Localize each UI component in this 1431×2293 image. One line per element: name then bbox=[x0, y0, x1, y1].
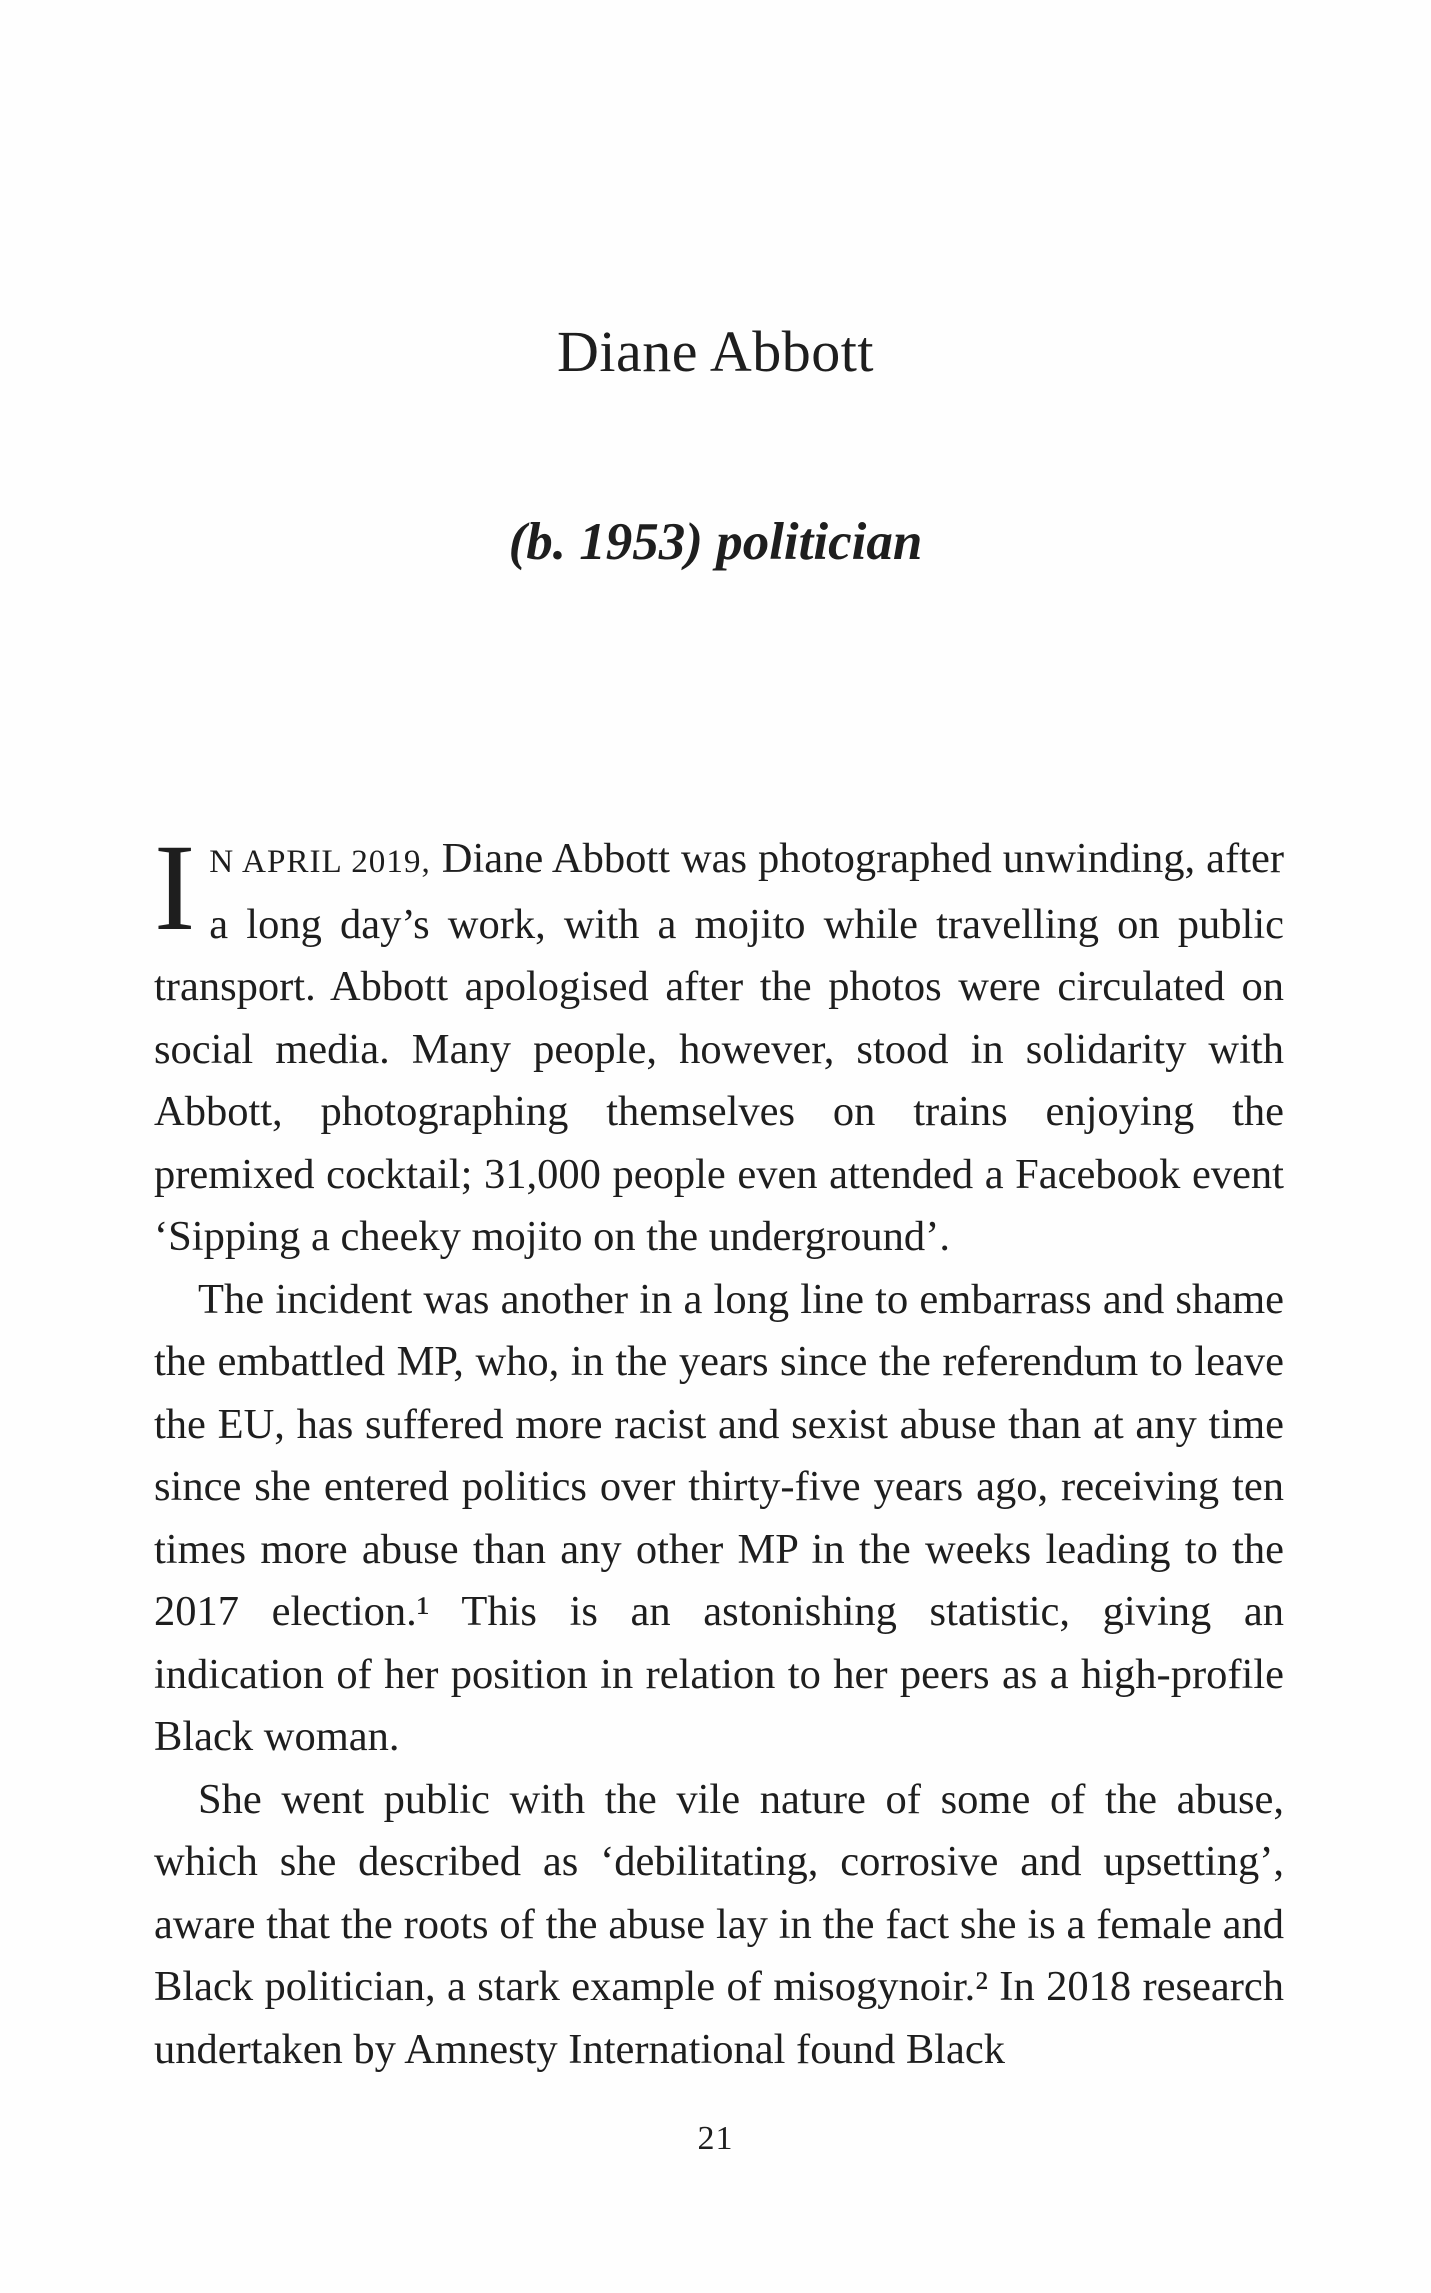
paragraph-1-text: Diane Abbott was photographed unwinding, after a long day’s work, with a mojito while travelling on public transport. Abbott apologised after the photos were circulated on social media. Many people, however, stood in solidarity with Abbott, photographing themselves on trains enjoying the premixed cocktail; 31,000 people even attended a Facebook event ‘Sipping a cheeky mojito on the underground’. bbox=[154, 835, 1284, 1260]
drop-cap: I bbox=[154, 819, 196, 956]
chapter-subtitle: (b. 1953) politician bbox=[508, 513, 923, 571]
paragraph-2: The incident was another in a long line to embarrass and shame the embattled MP, who, in the years since the referendum to leave the EU, has suffered more racist and sexist abuse than at any time since she entered politics over thirty-five years ago, receiving ten times more abuse than any other MP in the weeks leading to the 2017 election.¹ This is an astonishing statistic, giving an indication of her position in relation to her peers as a high-profile Black woman. bbox=[154, 1275, 1284, 1760]
chapter-title: Diane Abbott bbox=[557, 319, 874, 384]
body-text bbox=[154, 819, 1284, 2081]
paragraph-3: She went public with the vile nature of some of the abuse, which she described as ‘debilitating, corrosive and upsetting’, aware that the roots of the abuse lay in the fact she is a female and Black politician, a stark example of misogynoir.² In 2018 research undertaken by Amnesty International found Black bbox=[154, 1775, 1284, 2073]
opening-small-caps: N APRIL 2019, bbox=[209, 843, 431, 880]
page-number: 21 bbox=[697, 2120, 734, 2157]
paragraph-1 bbox=[154, 819, 1284, 1269]
